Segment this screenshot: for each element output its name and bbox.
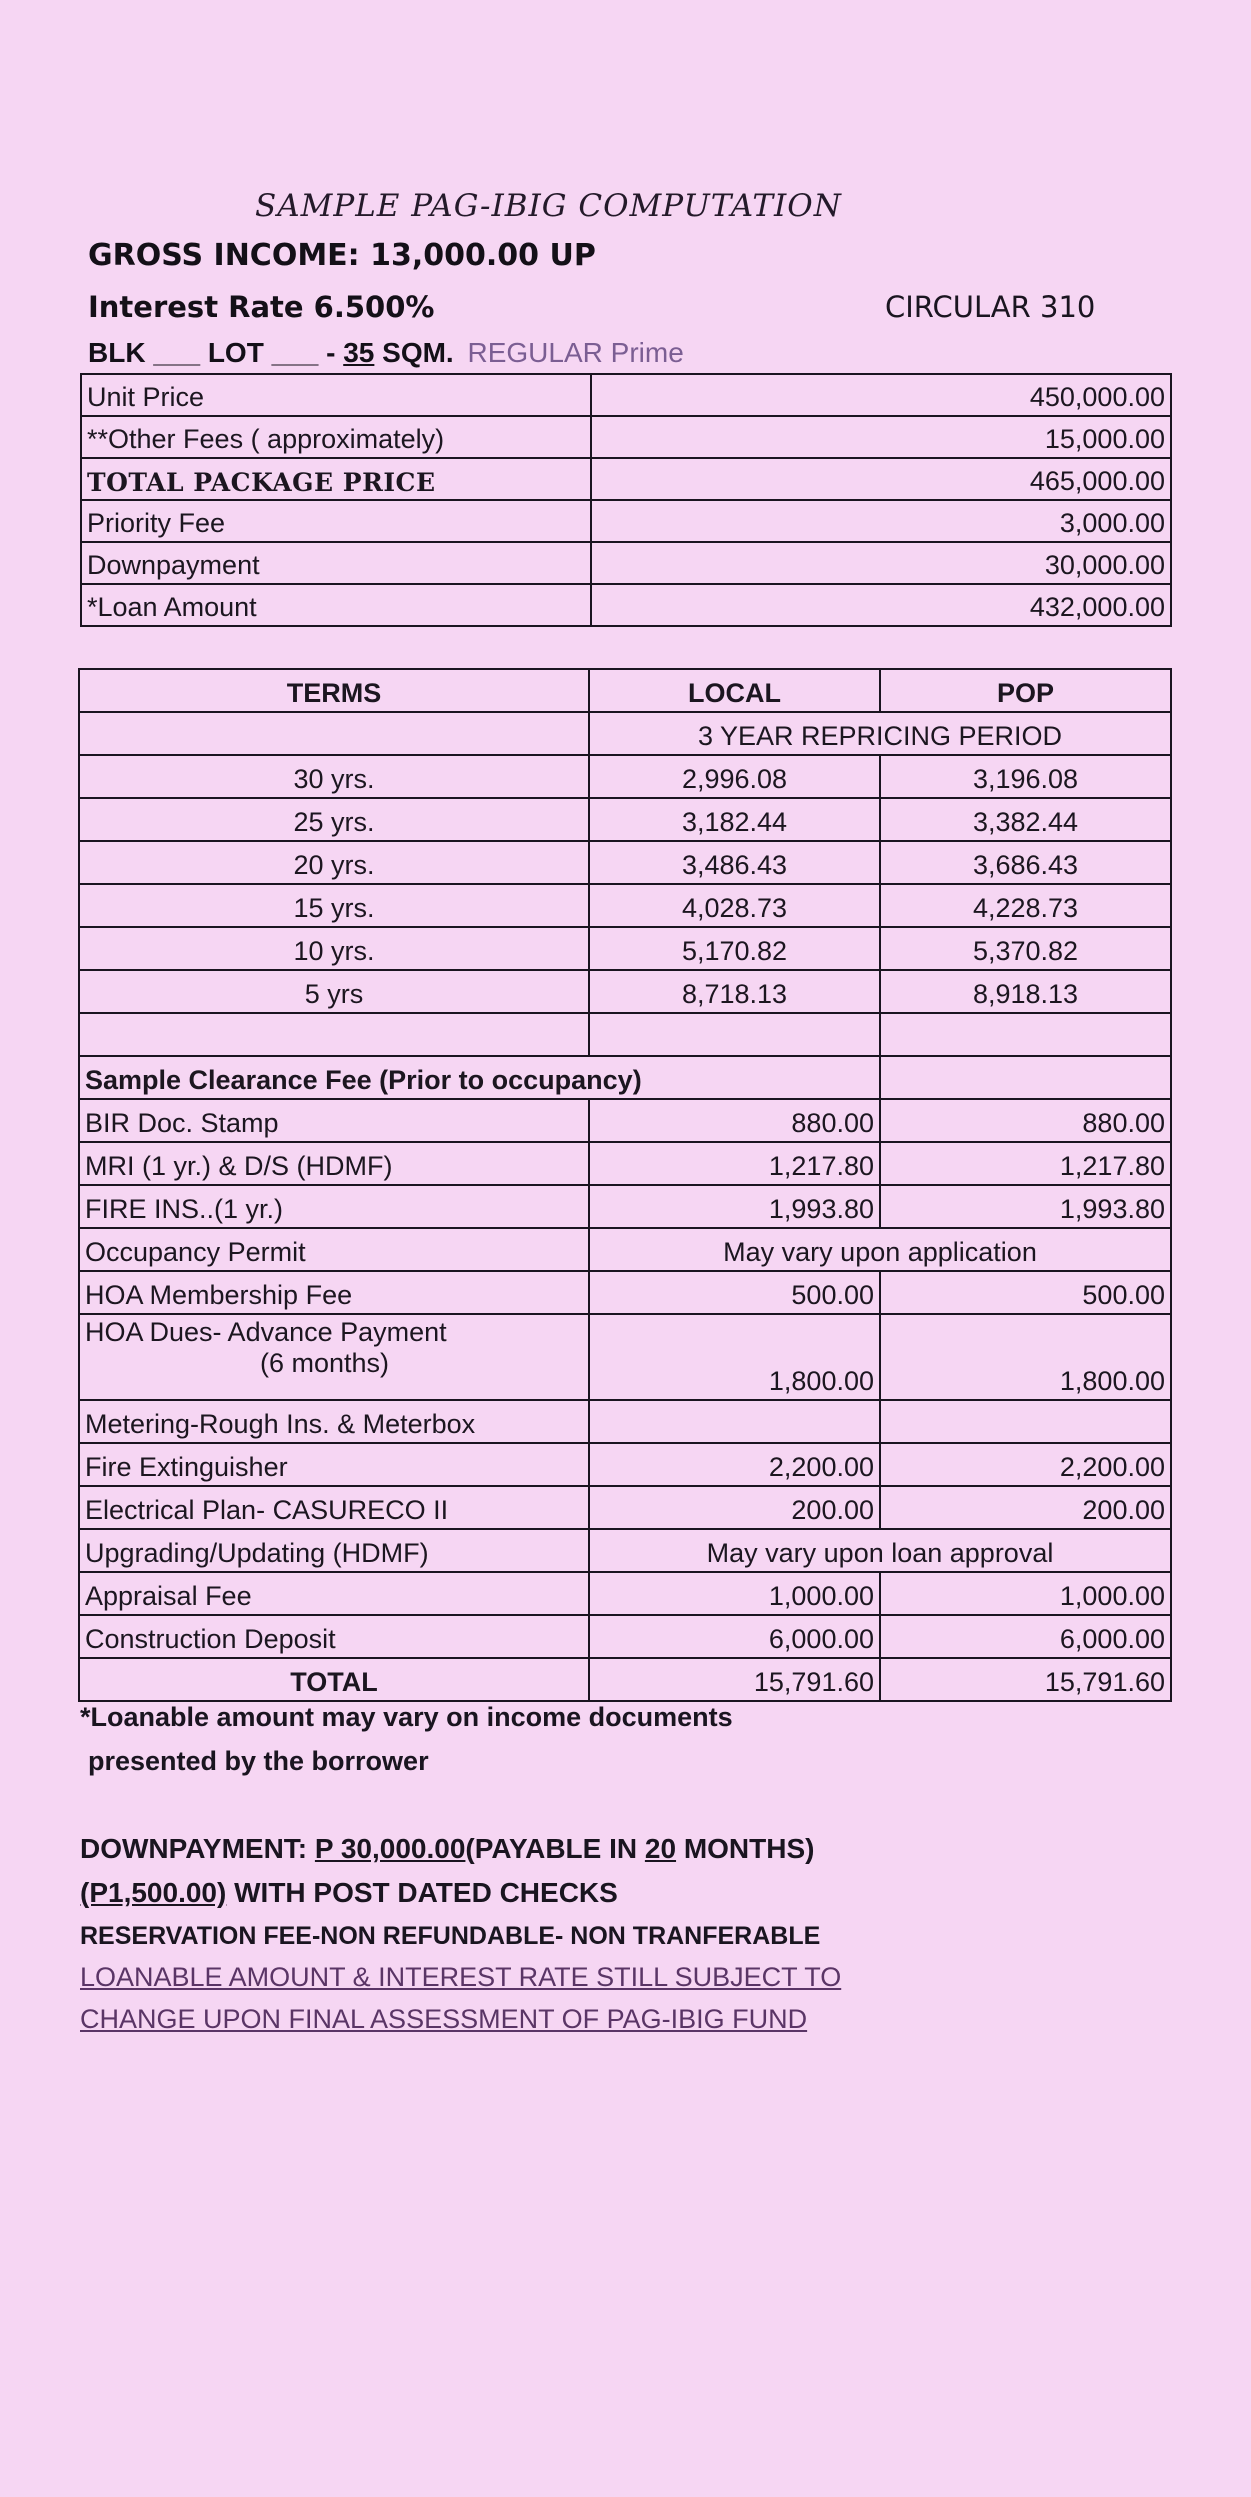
monthly-amount: (P1,500.00) (80, 1877, 227, 1908)
fee-row (79, 1529, 1171, 1572)
downpayment-suffix: MONTHS) (683, 1833, 815, 1864)
pop-value: 3,686.43 (880, 841, 1171, 884)
price-label: Unit Price (81, 374, 591, 416)
terms-table (78, 668, 1172, 1702)
term-row (79, 798, 1171, 841)
blk-blank: ___ (153, 337, 201, 368)
local-value: 1,993.80 (589, 1185, 880, 1228)
loanable-note-line-2: presented by the borrower (88, 1746, 429, 1776)
fee-row (79, 1142, 1171, 1185)
fee-label: FIRE INS..(1 yr.) (79, 1185, 589, 1228)
interest-rate: Interest Rate 6.500% (88, 290, 435, 324)
term-label: 25 yrs. (79, 798, 589, 841)
downpayment-mid: (PAYABLE IN (465, 1833, 638, 1864)
fee-note: May vary upon loan approval (589, 1529, 1171, 1572)
subject-note-line-2: CHANGE UPON FINAL ASSESSMENT OF PAG-IBIG FUND (80, 2004, 808, 2034)
table-row (81, 374, 1171, 416)
subject-note-line-1: LOANABLE AMOUNT & INTEREST RATE STILL SUBJECT TO (80, 1962, 842, 1992)
fee-label-multiline (79, 1314, 589, 1400)
fee-row (79, 1400, 1171, 1443)
fee-row (79, 1099, 1171, 1142)
fee-row (79, 1486, 1171, 1529)
gross-income: GROSS INCOME: 13,000.00 UP (88, 238, 596, 273)
fee-label: Fire Extinguisher (79, 1443, 589, 1486)
fee-row (79, 1314, 1171, 1400)
fee-row (79, 1228, 1171, 1271)
fee-label: Occupancy Permit (79, 1228, 589, 1271)
local-value: 1,000.00 (589, 1572, 880, 1615)
local-value: 5,170.82 (589, 927, 880, 970)
fee-row (79, 1443, 1171, 1486)
pop-total: 15,791.60 (880, 1658, 1171, 1701)
local-value: 1,800.00 (589, 1314, 880, 1400)
pop-value: 5,370.82 (880, 927, 1171, 970)
pop-value: 3,196.08 (880, 755, 1171, 798)
sqm-value: 35 (343, 337, 375, 368)
total-label: TOTAL (79, 1658, 589, 1701)
pop-value: 3,382.44 (880, 798, 1171, 841)
price-value: 3,000.00 (591, 500, 1171, 542)
price-label: Priority Fee (81, 500, 591, 542)
term-row (79, 927, 1171, 970)
pop-header: POP (880, 669, 1171, 712)
price-label: Downpayment (81, 542, 591, 584)
pop-value: 500.00 (880, 1271, 1171, 1314)
local-value (589, 1400, 880, 1443)
fee-note: May vary upon application (589, 1228, 1171, 1271)
term-label: 20 yrs. (79, 841, 589, 884)
term-label: 5 yrs (79, 970, 589, 1013)
empty-cell (79, 712, 589, 755)
price-value: 450,000.00 (591, 374, 1171, 416)
table-row (79, 1013, 1171, 1056)
table-row (81, 458, 1171, 500)
fee-row (79, 1615, 1171, 1658)
local-value: 3,182.44 (589, 798, 880, 841)
price-value: 432,000.00 (591, 584, 1171, 626)
price-value: 30,000.00 (591, 542, 1171, 584)
local-header: LOCAL (589, 669, 880, 712)
local-value: 8,718.13 (589, 970, 880, 1013)
pop-value: 6,000.00 (880, 1615, 1171, 1658)
local-value: 200.00 (589, 1486, 880, 1529)
local-total: 15,791.60 (589, 1658, 880, 1701)
circular-label: CIRCULAR 310 (885, 290, 1096, 324)
term-row (79, 755, 1171, 798)
local-value: 3,486.43 (589, 841, 880, 884)
sqm-prefix: - (326, 337, 336, 368)
price-label: **Other Fees ( approximately) (81, 416, 591, 458)
header-row (79, 669, 1171, 712)
price-label: *Loan Amount (81, 584, 591, 626)
empty-cell (880, 1056, 1171, 1099)
table-row (81, 500, 1171, 542)
price-value: 465,000.00 (591, 458, 1171, 500)
fee-label: HOA Membership Fee (79, 1271, 589, 1314)
loanable-note-line-1: *Loanable amount may vary on income documents (80, 1702, 733, 1732)
lot-blank: ___ (271, 337, 319, 368)
price-value: 15,000.00 (591, 416, 1171, 458)
pop-value: 200.00 (880, 1486, 1171, 1529)
table-row (81, 584, 1171, 626)
empty-cell (589, 1013, 880, 1056)
pop-value: 1,217.80 (880, 1142, 1171, 1185)
pop-value: 1,000.00 (880, 1572, 1171, 1615)
unit-type: REGULAR Prime (467, 337, 684, 368)
document-title: SAMPLE PAG-IBIG COMPUTATION (255, 188, 842, 224)
terms-header: TERMS (79, 669, 589, 712)
sqm-label: SQM. (382, 337, 454, 368)
fee-label: BIR Doc. Stamp (79, 1099, 589, 1142)
fee-label: Upgrading/Updating (HDMF) (79, 1529, 589, 1572)
reservation-note: RESERVATION FEE-NON REFUNDABLE- NON TRANFERABLE (80, 1922, 821, 1950)
term-label: 30 yrs. (79, 755, 589, 798)
local-value: 4,028.73 (589, 884, 880, 927)
clearance-heading: Sample Clearance Fee (Prior to occupancy) (79, 1056, 880, 1099)
local-value: 6,000.00 (589, 1615, 880, 1658)
downpayment-prefix: DOWNPAYMENT: (80, 1833, 308, 1864)
term-row (79, 970, 1171, 1013)
fee-label: Appraisal Fee (79, 1572, 589, 1615)
local-value: 1,217.80 (589, 1142, 880, 1185)
price-label: TOTAL PACKAGE PRICE (81, 458, 591, 500)
empty-cell (79, 1013, 589, 1056)
fee-label: HOA Dues- Advance Payment (85, 1317, 447, 1347)
fee-label: MRI (1 yr.) & D/S (HDMF) (79, 1142, 589, 1185)
fee-row (79, 1271, 1171, 1314)
table-row (81, 542, 1171, 584)
pop-value: 4,228.73 (880, 884, 1171, 927)
term-row (79, 841, 1171, 884)
fee-label-sub: (6 months) (260, 1348, 390, 1378)
pop-value: 1,800.00 (880, 1314, 1171, 1400)
fee-label: Construction Deposit (79, 1615, 589, 1658)
fee-row (79, 1185, 1171, 1228)
local-value: 500.00 (589, 1271, 880, 1314)
local-value: 880.00 (589, 1099, 880, 1142)
repricing-period: 3 YEAR REPRICING PERIOD (589, 712, 1171, 755)
term-label: 15 yrs. (79, 884, 589, 927)
pop-value (880, 1400, 1171, 1443)
downpayment-line (80, 1833, 814, 1865)
section-heading-row (79, 1056, 1171, 1099)
lot-label: LOT (207, 337, 264, 368)
empty-cell (880, 1013, 1171, 1056)
term-row (79, 884, 1171, 927)
downpayment-amount: P 30,000.00 (314, 1833, 466, 1864)
blk-label: BLK (88, 337, 146, 368)
pop-value: 1,993.80 (880, 1185, 1171, 1228)
downpayment-months: 20 (644, 1833, 677, 1864)
fee-row (79, 1572, 1171, 1615)
fee-label: Electrical Plan- CASURECO II (79, 1486, 589, 1529)
local-value: 2,200.00 (589, 1443, 880, 1486)
local-value: 2,996.08 (589, 755, 880, 798)
pop-value: 2,200.00 (880, 1443, 1171, 1486)
table-row (79, 712, 1171, 755)
pop-value: 880.00 (880, 1099, 1171, 1142)
term-label: 10 yrs. (79, 927, 589, 970)
price-table (80, 373, 1172, 627)
blk-lot-line (88, 337, 684, 369)
pop-value: 8,918.13 (880, 970, 1171, 1013)
fee-label: Metering-Rough Ins. & Meterbox (79, 1400, 589, 1443)
monthly-line (80, 1877, 618, 1909)
total-row (79, 1658, 1171, 1701)
table-row (81, 416, 1171, 458)
post-dated-checks: WITH POST DATED CHECKS (234, 1877, 618, 1908)
